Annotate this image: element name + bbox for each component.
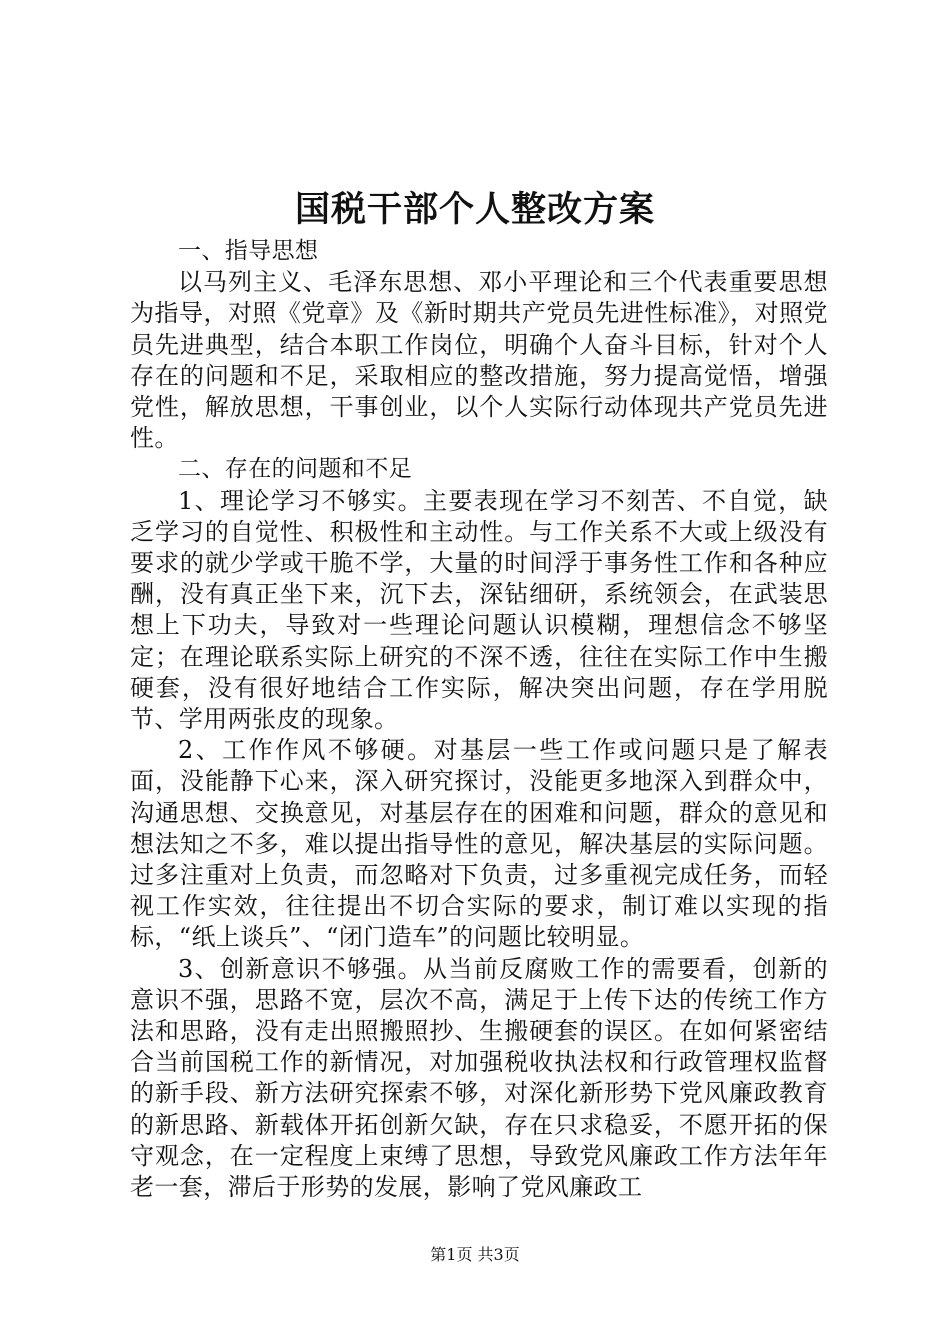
paragraph: 3、创新意识不够强。从当前反腐败工作的需要看，创新的意识不强，思路不宽，层次不高，满足于上传下达的传统工作方法和思路，没有走出照搬照抄、生搬硬套的误区。在如何紧密结合当前国税工作的新情况，对加强税收执法权和行政管理权监督的新手段、新方法研究探索不够，对深化新形势下党风廉政教育的新思路、新载体开拓创新欠缺，存在只求稳妥，不愿开拓的保守观念，在一定程度上束缚了思想，导致党风廉政工作方法年年老一套，滞后于形势的发展，影响了党风廉政工	[130, 954, 828, 1202]
paragraph: 1、理论学习不够实。主要表现在学习不刻苦、不自觉，缺乏学习的自觉性、积极性和主动性。与工作关系不大或上级没有要求的就少学或干脆不学，大量的时间浮于事务性工作和各种应酬，没有真正坐下来，沉下去，深钻细研，系统领会，在武装思想上下功夫，导致对一些理论问题认识模糊，理想信念不够坚定；在理论联系实际上研究的不深不透，往往在实际工作中生搬硬套，没有很好地结合工作实际，解决突出问题，存在学用脱节、学用两张皮的现象。	[130, 486, 828, 734]
section-heading: 二、存在的问题和不足	[178, 456, 412, 483]
paragraph: 2、工作作风不够硬。对基层一些工作或问题只是了解表面，没能静下心来，深入研究探讨，没能更多地深入到群众中，沟通思想、交换意见，对基层存在的困难和问题，群众的意见和想法知之不多，难以提出指导性的意见，解决基层的实际问题。过多注重对上负责，而忽略对下负责，过多重视完成任务，而轻视工作实效，往往提出不切合实际的要求，制订难以实现的指标，“纸上谈兵”、“闭门造车”的问题比较明显。	[130, 736, 828, 952]
document-title: 国税干部个人整改方案	[294, 189, 655, 230]
document-body	[130, 236, 828, 1203]
page-footer: 第1页 共3页	[430, 1245, 520, 1264]
paragraph: 以马列主义、毛泽东思想、邓小平理论和三个代表重要思想为指导，对照《党章》及《新时期共产党员先进性标准》，对照党员先进典型，结合本职工作岗位，明确个人奋斗目标，针对个人存在的问题和不足，采取相应的整改措施，努力提高觉悟，增强党性，解放思想，干事创业，以个人实际行动体现共产党员先进性。	[130, 268, 828, 453]
section-heading: 一、指导思想	[178, 238, 319, 264]
